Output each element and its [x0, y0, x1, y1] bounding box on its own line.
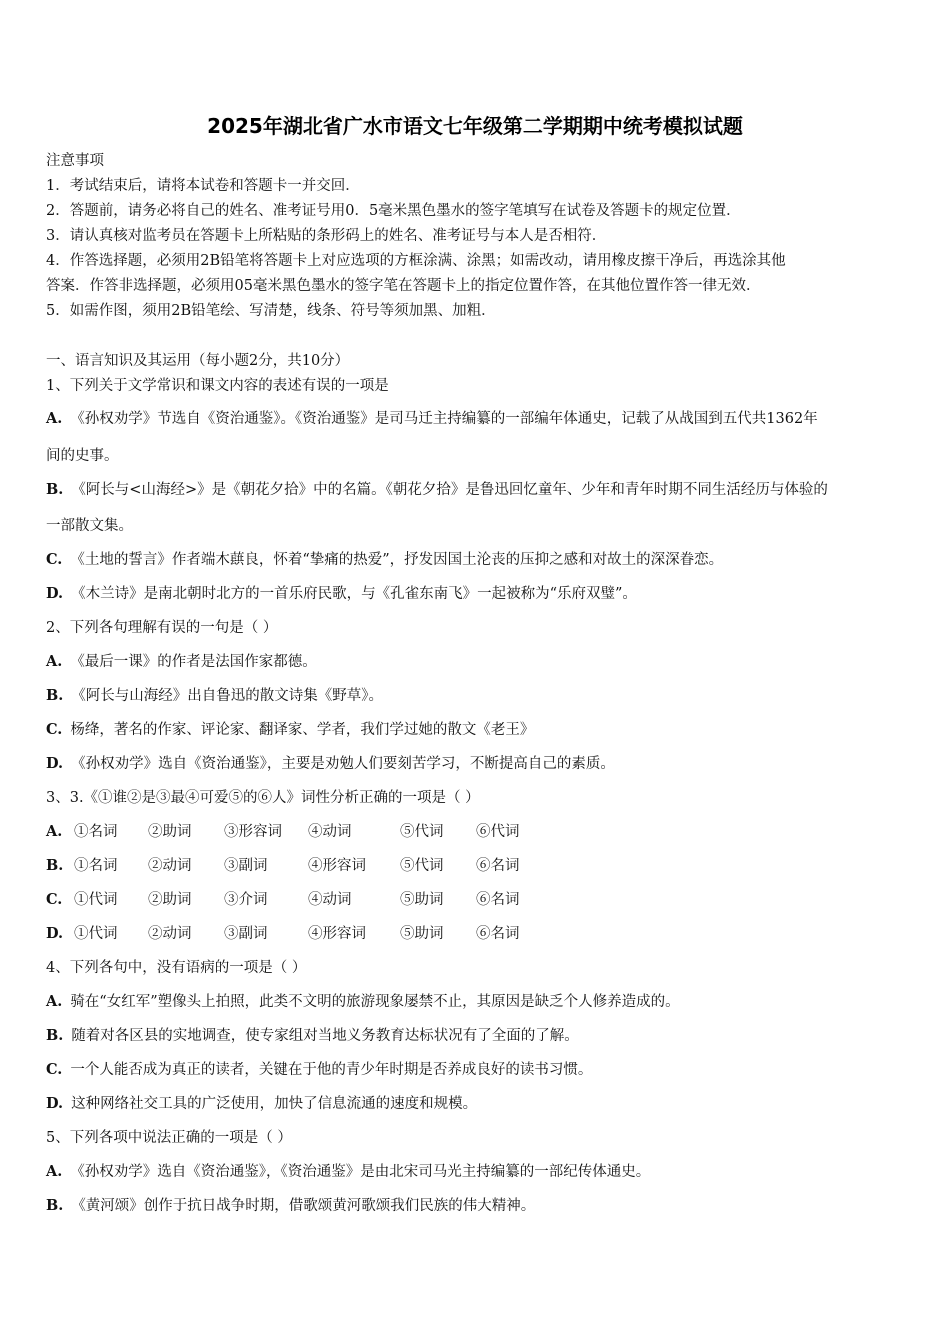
notice-item: 5．如需作图，须用2B铅笔绘、写清楚，线条、符号等须加黑、加粗． — [46, 303, 496, 319]
word-class-cell: ⑤代词 — [400, 824, 444, 840]
word-class-cell: ⑥名词 — [476, 858, 520, 874]
option-letter: C. — [46, 551, 63, 568]
option-letter: A. — [46, 1163, 63, 1180]
option-text: 《孙权劝学》节选自《资治通鉴》。《资治通鉴》是司马迁主持编纂的一部编年体通史，记载了从战国到五代共1362年 — [70, 411, 818, 427]
word-class-cell: ②助词 — [148, 892, 192, 908]
word-class-cell: ③副词 — [224, 926, 268, 942]
word-class-cell: ③形容词 — [224, 824, 282, 840]
q4-option-c — [46, 1060, 912, 1080]
option-letter: C. — [46, 891, 63, 908]
notice-item: 4．作答选择题，必须用2B铅笔将答题卡上对应选项的方框涂满、涂黑；如需改动，请用橡皮擦干净后，再选涂其他 — [46, 253, 786, 269]
q5-option-a — [46, 1162, 912, 1182]
notice-item: 答案．作答非选择题，必须用05毫米黑色墨水的签字笔在答题卡上的指定位置作答，在其他位置作答一律无效． — [46, 278, 761, 294]
option-text: 随着对各区县的实地调查，使专家组对当地义务教育达标状况有了全面的了解。 — [71, 1028, 579, 1044]
option-letter: B. — [46, 481, 64, 498]
option-text: 《土地的誓言》作者端木蕻良，怀着“挚痛的热爱”，抒发因国土沦丧的压抑之感和对故土的深深眷恋。 — [70, 552, 724, 568]
word-class-cell: ⑤代词 — [400, 858, 444, 874]
word-class-cell: ④动词 — [308, 892, 352, 908]
word-class-cell: ⑥代词 — [476, 824, 520, 840]
word-class-cell: ③副词 — [224, 858, 268, 874]
section-heading: 一、语言知识及其运用（每小题2分，共10分） — [46, 353, 350, 369]
q2-option-c — [46, 720, 912, 740]
q5-option-b — [46, 1196, 912, 1216]
option-letter: C. — [46, 721, 63, 738]
option-letter: D. — [46, 755, 64, 772]
option-text: 《阿长与山海经》出自鲁迅的散文诗集《野草》。 — [71, 688, 384, 704]
q1-option-a — [46, 409, 912, 429]
word-class-cell: ④形容词 — [308, 926, 366, 942]
option-text: 《黄河颂》创作于抗日战争时期，借歌颂黄河歌颂我们民族的伟大精神。 — [71, 1198, 536, 1214]
word-class-cell: ⑥名词 — [476, 926, 520, 942]
q4-option-a — [46, 992, 912, 1012]
q4-option-b — [46, 1026, 912, 1046]
q4-option-d — [46, 1094, 912, 1114]
word-class-cell: ②动词 — [148, 858, 192, 874]
option-letter: B. — [46, 1197, 64, 1214]
question-5-stem: 5、下列各项中说法正确的一项是（ ） — [46, 1130, 292, 1146]
option-letter: B. — [46, 857, 64, 874]
option-text: 《孙权劝学》选自《资治通鉴》，主要是劝勉人们要刻苦学习，不断提高自己的素质。 — [71, 756, 615, 772]
option-letter: C. — [46, 1061, 63, 1078]
option-letter: A. — [46, 653, 63, 670]
option-letter: A. — [46, 410, 63, 427]
word-class-cell: ⑤助词 — [400, 892, 444, 908]
q2-option-d — [46, 754, 912, 774]
q1-option-c — [46, 550, 912, 570]
option-text: 骑在“女红军”塑像头上拍照，此类不文明的旅游现象屡禁不止，其原因是缺乏个人修养造成的。 — [70, 994, 680, 1010]
notice-heading: 注意事项 — [46, 153, 104, 169]
option-letter: A. — [46, 993, 63, 1010]
word-class-cell: ①名词 — [74, 858, 118, 874]
q1-option-a-continued: 间的史事。 — [46, 448, 119, 464]
option-letter: B. — [46, 687, 64, 704]
word-class-cell: ②动词 — [148, 926, 192, 942]
q1-option-b-continued: 一部散文集。 — [46, 518, 133, 534]
question-1-stem: 1、下列关于文学常识和课文内容的表述有误的一项是 — [46, 378, 389, 394]
question-3-stem: 3、3.《①谁②是③最④可爱⑤的⑥人》词性分析正确的一项是（ ） — [46, 790, 480, 806]
notice-item: 1．考试结束后，请将本试卷和答题卡一并交回． — [46, 178, 360, 194]
word-class-cell: ⑥名词 — [476, 892, 520, 908]
option-letter: A. — [46, 823, 63, 840]
word-class-cell: ④动词 — [308, 824, 352, 840]
q1-option-d — [46, 584, 912, 604]
question-2-stem: 2、下列各句理解有误的一句是（ ） — [46, 620, 278, 636]
page-title: 2025年湖北省广水市语文七年级第二学期期中统考模拟试题 — [207, 114, 743, 138]
notice-item: 2．答题前，请务必将自己的姓名、准考证号用0．5毫米黑色墨水的签字笔填写在试卷及答题卡的规定位置． — [46, 203, 741, 219]
option-letter: D. — [46, 1095, 64, 1112]
word-class-cell: ①代词 — [74, 892, 118, 908]
word-class-cell: ①代词 — [74, 926, 118, 942]
word-class-cell: ⑤助词 — [400, 926, 444, 942]
word-class-cell: ③介词 — [224, 892, 268, 908]
option-text: 《最后一课》的作者是法国作家都德。 — [70, 654, 317, 670]
option-letter: D. — [46, 585, 64, 602]
word-class-cell: ①名词 — [74, 824, 118, 840]
option-text: 《阿长与<山海经>》是《朝花夕拾》中的名篇。《朝花夕拾》是鲁迅回忆童年、少年和青年时期不同生活经历与体验的 — [71, 482, 828, 498]
question-4-stem: 4、下列各句中，没有语病的一项是（ ） — [46, 960, 307, 976]
option-text: 杨绛，著名的作家、评论家、翻译家、学者，我们学过她的散文《老王》 — [70, 722, 535, 738]
word-class-cell: ②助词 — [148, 824, 192, 840]
q2-option-b — [46, 686, 912, 706]
q2-option-a — [46, 652, 912, 672]
option-text: 一个人能否成为真正的读者，关键在于他的青少年时期是否养成良好的读书习惯。 — [70, 1062, 593, 1078]
q1-option-b — [46, 480, 912, 500]
option-text: 《孙权劝学》选自《资治通鉴》，《资治通鉴》是由北宋司马光主持编纂的一部纪传体通史。 — [70, 1164, 651, 1180]
word-class-cell: ④形容词 — [308, 858, 366, 874]
notice-item: 3．请认真核对监考员在答题卡上所粘贴的条形码上的姓名、准考证号与本人是否相符． — [46, 228, 607, 244]
option-text: 《木兰诗》是南北朝时北方的一首乐府民歌，与《孔雀东南飞》一起被称为“乐府双璧”。 — [71, 586, 637, 602]
option-letter: B. — [46, 1027, 64, 1044]
option-text: 这种网络社交工具的广泛使用，加快了信息流通的速度和规模。 — [71, 1096, 478, 1112]
option-letter: D. — [46, 925, 64, 942]
